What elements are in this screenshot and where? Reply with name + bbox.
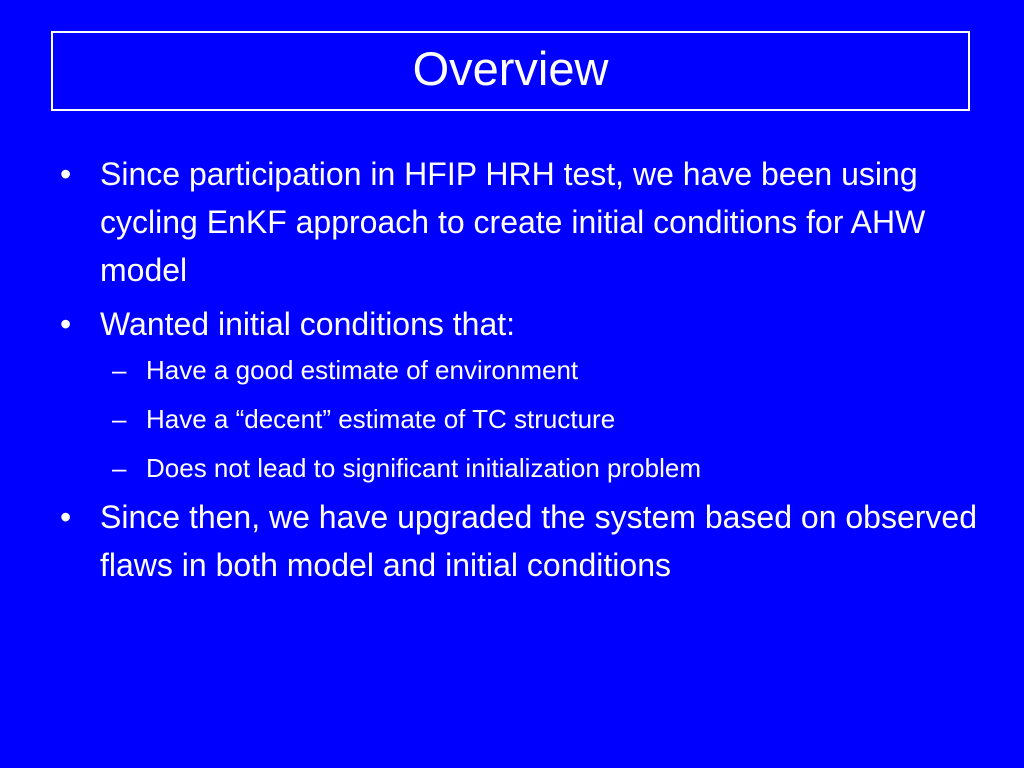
bullet-text: Wanted initial conditions that:: [100, 306, 516, 342]
bullet-item: [60, 493, 980, 589]
dash-icon: –: [112, 404, 127, 434]
bullet-item: [60, 150, 980, 294]
sub-bullet-text: Does not lead to significant initialization problem: [146, 453, 701, 483]
bullet-item: [60, 300, 980, 348]
bullet-text: Since participation in HFIP HRH test, we have been using cycling EnKF approach to create initial conditions for AHW model: [100, 156, 926, 288]
title-box: [51, 31, 970, 111]
sub-bullet-text: Have a “decent” estimate of TC structure: [146, 404, 616, 434]
dash-icon: –: [112, 355, 127, 385]
bullet-icon: •: [60, 499, 72, 535]
slide-title: Overview: [412, 41, 609, 95]
sub-bullet-list: [60, 352, 980, 487]
slide-content: [60, 150, 980, 589]
bullet-icon: •: [60, 306, 72, 342]
sub-bullet-item: [60, 401, 980, 438]
dash-icon: –: [112, 453, 127, 483]
sub-bullet-item: [60, 450, 980, 487]
bullet-icon: •: [60, 156, 72, 192]
bullet-text: Since then, we have upgraded the system based on observed flaws in both model and initial conditions: [100, 499, 978, 583]
sub-bullet-text: Have a good estimate of environment: [146, 355, 579, 385]
sub-bullet-item: [60, 352, 980, 389]
